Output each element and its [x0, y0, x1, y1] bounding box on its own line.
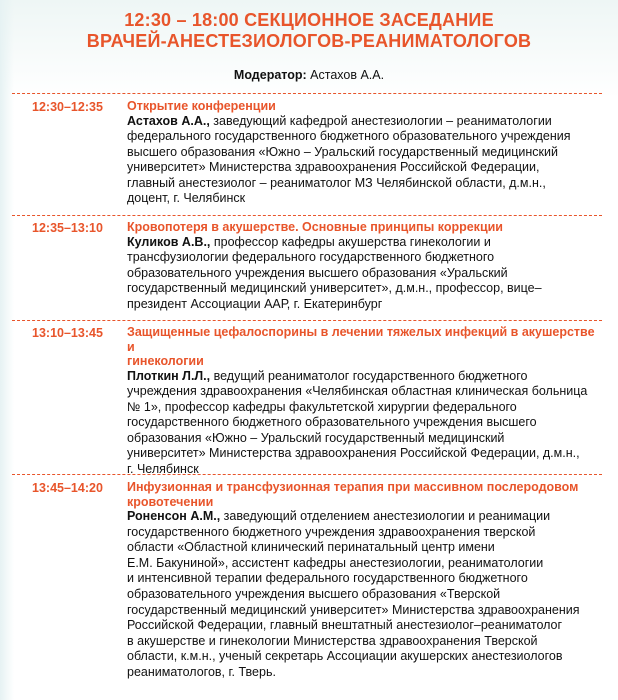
moderator-name: Астахов А.А.: [310, 68, 385, 82]
decorative-edge: [0, 0, 14, 700]
session-topic: Защищенные цефалоспорины в лечении тяжелых инфекций в акушерстве и гинекологии: [127, 325, 595, 368]
section-title-line-2: ВРАЧЕЙ-АНЕСТЕЗИОЛОГОВ-РЕАНИМАТОЛОГОВ: [86, 31, 532, 51]
session-topic: Инфузионная и трансфузионная терапия при массивном послеродовом кровотечении: [127, 480, 579, 509]
session-content: [127, 480, 602, 681]
divider: [12, 320, 602, 321]
speaker-name: Астахов А.А.,: [127, 113, 210, 128]
divider: [12, 93, 602, 94]
session-content: [127, 99, 602, 207]
session-time: 13:45–14:20: [32, 481, 103, 495]
session-topic: Открытие конференции: [127, 99, 276, 113]
session-topic: Кровопотеря в акушерстве. Основные принципы коррекции: [127, 220, 503, 234]
speaker-description: Роненсон А.М., заведующий отделением анестезиологии и реанимации государственного бюджетного учреждения здравоохранения тверской области «Областной клинический перинатальный центр имени Е.М. Бакуниной», ассистент кафедры анестезиологии, реаниматологии и интенсивной терапии федерального государственного бюджетного образовательного учреждения высшего образования «Тверской государственный медицинский университет» Министерства здравоохранения Российской Федерации, главный внештатный анестезиолог–реаниматолог в акушерстве и гинекологии Министерства здравоохранения Тверской области, к.м.н., ученый секретарь Ассоциации акушерских анестезиологов реаниматологов, г. Тверь.: [127, 509, 580, 679]
divider: [12, 474, 602, 475]
speaker-description: Плоткин Л.Л., ведущий реаниматолог государственного бюджетного учреждения здравоохранения «Челябинская областная клиническая больница № 1», профессор кафедры факультетской хирургии федерального государственного бюджетного образовательного учреждения высшего образования «Южно – Уральский государственный медицинский университет» Министерства здравоохранения Российской Федерации, д.м.н., г. Челябинск: [127, 368, 588, 477]
session-time: 12:30–12:35: [32, 100, 103, 114]
speaker-description: Куликов А.В., профессор кафедры акушерства гинекологии и трансфузиологии федерального государственного бюджетного образовательного учреждения высшего образования «Уральский государственный медицинский университет», д.м.н., профессор, вице– президент Ассоциации ААР, г. Екатеринбург: [127, 234, 542, 311]
speaker-description: Астахов А.А., заведующий кафедрой анестезиологии – реаниматологии федерального государственного бюджетного образовательного учреждения высшего образования «Южно – Уральский государственный медицинский университет» Министерства здравоохранения Российской Федерации, главный анестезиолог – реаниматолог МЗ Челябинской области, д.м.н., доцент, г. Челябинск: [127, 113, 571, 206]
session-content: [127, 220, 602, 312]
session-content: [127, 325, 602, 478]
speaker-name: Роненсон А.М.,: [127, 509, 221, 523]
moderator: [0, 68, 618, 82]
page-header: [0, 10, 618, 52]
speaker-name: Куликов А.В.,: [127, 234, 211, 249]
session-time: 12:35–13:10: [32, 221, 103, 235]
divider: [12, 215, 602, 216]
session-time: 13:10–13:45: [32, 326, 103, 340]
speaker-name: Плоткин Л.Л.,: [127, 368, 211, 383]
section-title-line-1: 12:30 – 18:00 СЕКЦИОННОЕ ЗАСЕДАНИЕ: [124, 10, 494, 30]
moderator-label: Модератор:: [233, 68, 307, 82]
